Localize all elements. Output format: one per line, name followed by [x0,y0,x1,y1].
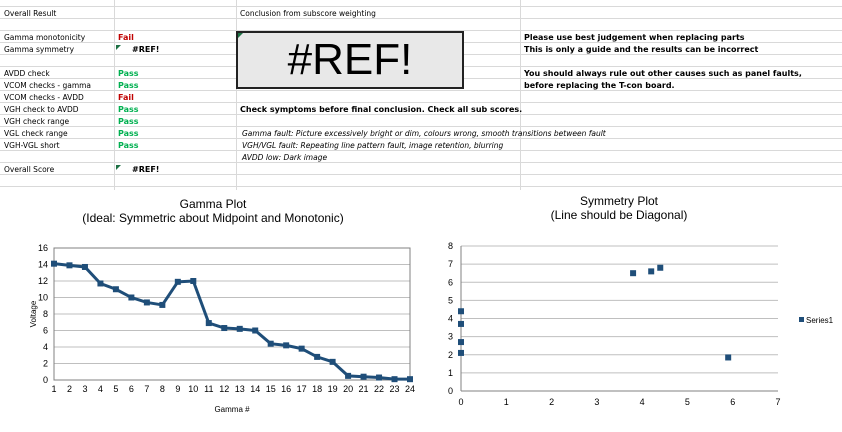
y-tick-label: 3 [447,331,453,342]
data-point [144,299,150,305]
check-label-vcom-avdd[interactable]: VCOM checks - AVDD [4,93,84,102]
data-point [51,261,57,267]
x-tick-label: 1 [51,384,57,394]
data-point [314,354,320,360]
x-tick-label: 18 [312,384,323,394]
row-gridline [0,18,842,19]
data-point [237,326,243,332]
x-axis-label: Gamma # [214,405,250,414]
x-tick-label: 4 [97,384,103,394]
check-label-vgh-range[interactable]: VGH check range [4,117,70,126]
check-value-vcom-gamma[interactable]: Pass [118,81,139,90]
gamma-chart[interactable] [8,190,418,426]
note-best-judgement[interactable]: Please use best judgement when replacing parts [524,33,745,42]
y-tick-label: 0 [42,375,48,385]
data-point [458,308,464,314]
check-label-vgl-range[interactable]: VGL check range [4,129,68,138]
x-tick-label: 5 [684,397,690,407]
x-tick-label: 17 [296,384,307,394]
x-tick-label: 9 [175,384,181,394]
data-point [97,280,103,286]
check-label-vgh-vgl-short[interactable]: VGH-VGL short [4,141,60,150]
error-indicator [238,33,243,38]
y-tick-label: 10 [37,292,48,303]
check-label-gamma-symmetry[interactable]: Gamma symmetry [4,45,75,54]
data-point [657,265,663,271]
error-indicator [116,45,121,50]
check-value-avdd[interactable]: Pass [118,69,139,78]
x-tick-label: 4 [639,397,645,407]
y-tick-label: 16 [37,243,48,253]
x-tick-label: 8 [159,384,165,394]
check-value-vcom-avdd[interactable]: Fail [118,93,134,102]
x-tick-label: 16 [281,384,292,394]
row-gridline [0,186,842,187]
check-label-avdd[interactable]: AVDD check [4,69,50,78]
row-gridline [0,6,842,7]
y-tick-label: 8 [447,241,453,251]
row-gridline [0,174,842,175]
conclusion-header[interactable]: Conclusion from subscore weighting [240,9,376,18]
conclusion-value-box[interactable]: #REF! [236,31,464,89]
column-gridline [520,0,521,190]
x-tick-label: 23 [389,384,400,394]
check-value-gamma-monotonicity[interactable]: Fail [118,33,134,42]
x-tick-label: 0 [458,397,464,407]
x-tick-label: 3 [82,384,88,394]
y-tick-label: 14 [37,259,48,270]
y-tick-label: 12 [37,276,48,286]
x-tick-label: 11 [204,384,214,394]
overall-result-label[interactable]: Overall Result [4,9,57,18]
x-tick-label: 22 [374,384,385,394]
x-tick-label: 20 [343,384,354,394]
legend-marker [799,317,804,322]
x-tick-label: 5 [113,384,119,394]
check-value-gamma-symmetry[interactable]: #REF! [132,45,160,54]
data-point [299,346,305,352]
chart-subtitle: (Line should be Diagonal) [550,208,688,222]
error-indicator [116,165,121,170]
fault-note-avdd[interactable]: AVDD low: Dark image [242,153,328,162]
column-gridline [236,0,237,190]
check-value-vgh-avdd[interactable]: Pass [118,105,139,114]
overall-score-value[interactable]: #REF! [132,165,160,174]
y-tick-label: 6 [42,325,48,336]
y-tick-label: 1 [447,367,453,378]
data-point [361,374,367,380]
y-tick-label: 4 [447,313,453,324]
data-point [458,339,464,345]
data-point [725,354,731,360]
x-tick-label: 10 [188,384,199,394]
x-tick-label: 7 [775,397,781,407]
check-label-gamma-monotonicity[interactable]: Gamma monotonicity [4,33,86,42]
y-tick-label: 6 [447,277,453,288]
check-label-vcom-gamma[interactable]: VCOM checks - gamma [4,81,92,90]
legend-label: Series1 [806,316,834,325]
data-point [221,325,227,331]
x-tick-label: 19 [327,384,338,394]
data-point [128,295,134,301]
y-tick-label: 2 [42,358,48,369]
symptoms-instruction[interactable]: Check symptoms before final conclusion. Check all sub scores. [240,105,523,114]
data-point [82,264,88,270]
note-rule-out[interactable]: You should always rule out other causes such as panel faults, [524,69,802,78]
check-label-vgh-avdd[interactable]: VGH check to AVDD [4,105,79,114]
x-tick-label: 13 [234,384,245,394]
note-only-guide[interactable]: This is only a guide and the results can be incorrect [524,45,759,54]
row-gridline [0,162,842,163]
x-tick-label: 3 [594,397,600,407]
fault-note-gamma[interactable]: Gamma fault: Picture excessively bright or dim, colours wrong, smooth transitions between fault [242,129,606,138]
data-point [113,286,119,292]
chart-title: Symmetry Plot [579,194,659,208]
data-point [458,321,464,327]
check-value-vgh-vgl-short[interactable]: Pass [118,141,139,150]
data-point [175,279,181,285]
x-tick-label: 2 [549,397,555,407]
chart-subtitle: (Ideal: Symmetric about Midpoint and Monotonic) [82,211,344,225]
note-before-replacing[interactable]: before replacing the T-con board. [524,81,675,90]
chart-title: Gamma Plot [179,197,247,211]
data-point [330,359,336,365]
y-axis-label: Voltage [29,300,38,328]
check-value-vgl-range[interactable]: Pass [118,129,139,138]
y-tick-label: 5 [447,295,453,306]
data-point [66,262,72,268]
y-tick-label: 8 [42,309,48,319]
data-point [630,270,636,276]
data-point [159,302,165,308]
x-tick-label: 6 [730,397,736,407]
x-tick-label: 21 [358,384,369,394]
data-point [648,268,654,274]
x-tick-label: 7 [144,384,150,394]
overall-score-label[interactable]: Overall Score [4,165,55,174]
x-tick-label: 1 [503,397,509,407]
check-value-vgh-range[interactable]: Pass [118,117,139,126]
x-tick-label: 12 [219,384,230,394]
data-point [268,341,274,347]
gamma-chart-svg [8,190,418,426]
data-point [458,350,464,356]
data-point [407,376,413,382]
symmetry-chart[interactable] [424,190,838,426]
y-tick-label: 2 [447,349,453,360]
x-tick-label: 14 [250,384,261,394]
fault-note-vgh-vgl[interactable]: VGH/VGL fault: Repeating line pattern fault, image retention, blurring [242,141,504,150]
y-tick-label: 4 [42,342,48,352]
data-point [190,278,196,284]
data-point [376,375,382,381]
data-point [283,342,289,348]
data-point [252,328,258,334]
x-tick-label: 15 [265,384,276,394]
data-point [345,373,351,379]
x-tick-label: 6 [128,384,134,394]
x-tick-label: 2 [66,384,72,394]
data-point [392,376,398,382]
x-tick-label: 24 [404,384,416,394]
y-tick-label: 0 [447,386,453,396]
column-gridline [114,0,115,190]
symmetry-chart-svg [424,190,838,426]
data-point [206,320,212,326]
y-tick-label: 7 [447,259,453,270]
